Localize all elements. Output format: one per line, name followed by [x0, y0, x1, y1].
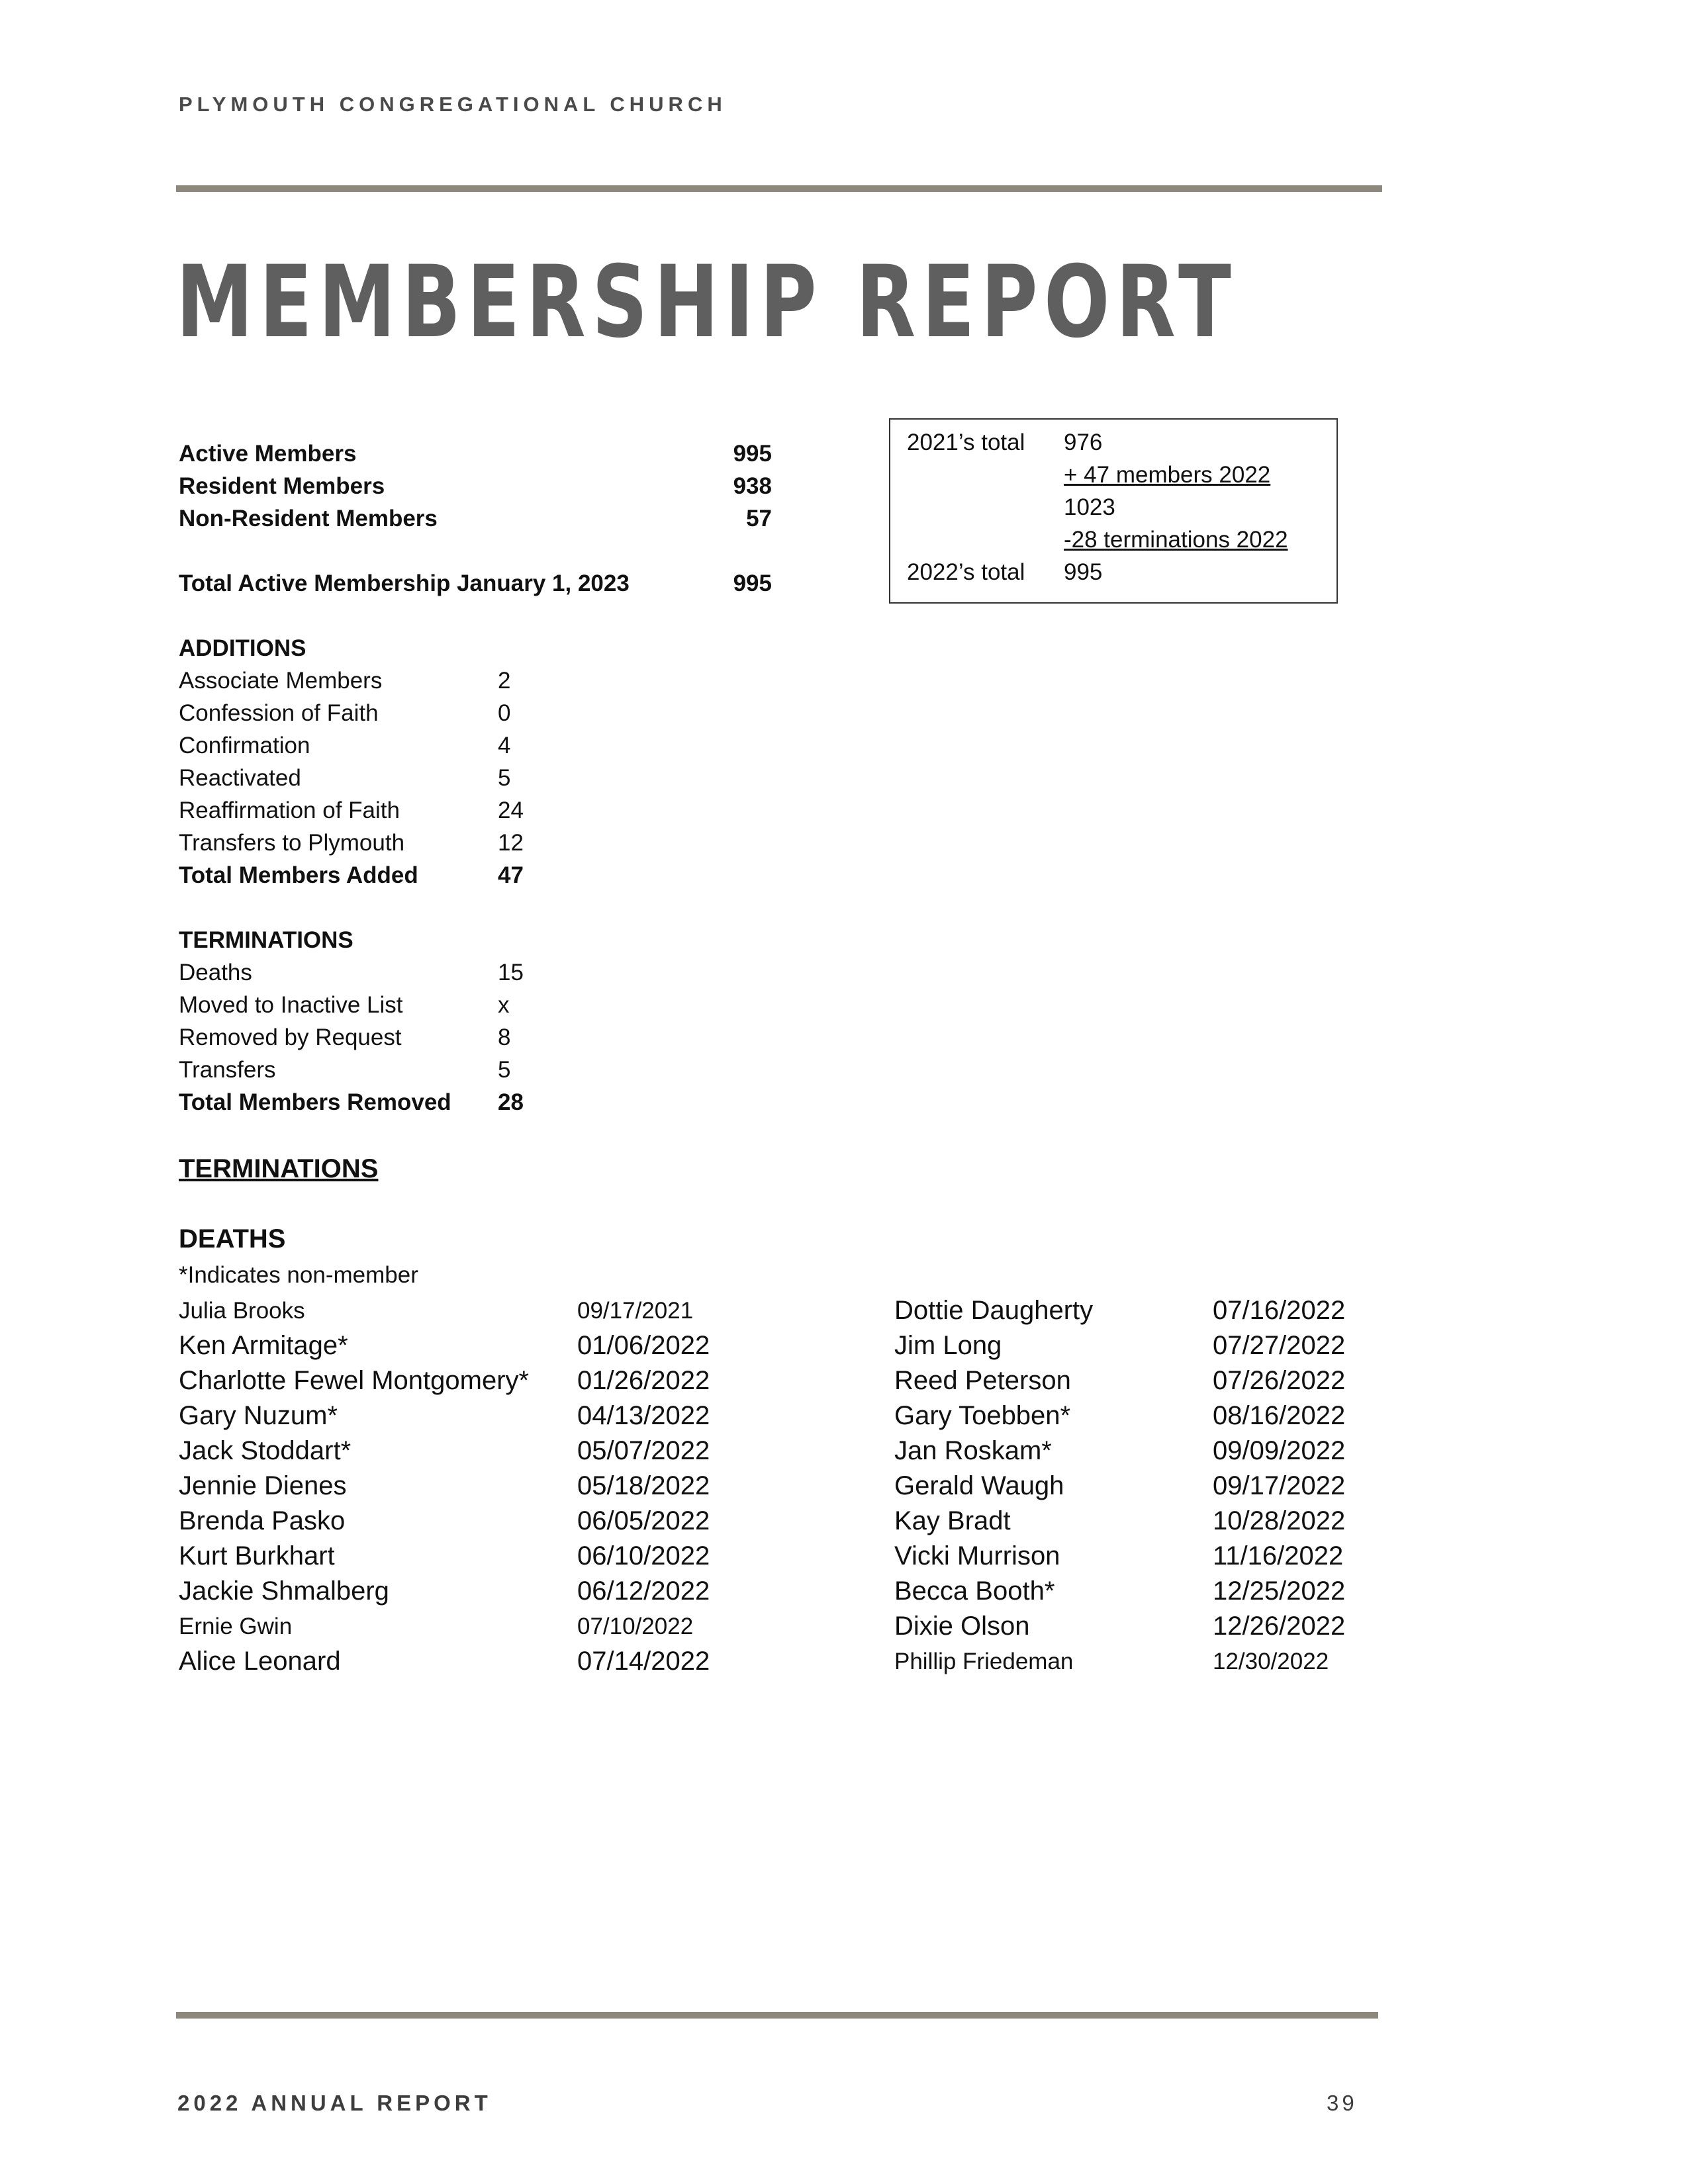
additions-row-value: 24 [498, 797, 524, 823]
death-date: 06/05/2022 [577, 1506, 710, 1535]
death-name: Dottie Daugherty [894, 1296, 1094, 1325]
additions-row-value: 4 [498, 733, 511, 758]
terminations-total-value: 28 [498, 1089, 524, 1115]
additions-heading: ADDITIONS [179, 635, 306, 661]
death-date: 09/17/2021 [577, 1298, 694, 1324]
death-name: Vicki Murrison [894, 1541, 1060, 1570]
page-title: MEMBERSHIP REPORT [176, 245, 1238, 360]
summary-value-total: 995 [733, 570, 772, 596]
summary-label-active: Active Members [179, 441, 357, 467]
additions-row-label: Confirmation [179, 733, 310, 758]
terminations-row-label: Transfers [179, 1057, 276, 1083]
death-name: Dixie Olson [894, 1612, 1030, 1641]
terminations-row-label: Moved to Inactive List [179, 992, 403, 1018]
header-divider [176, 185, 1382, 192]
death-name: Jan Roskam* [894, 1436, 1052, 1465]
summary-value-nonresident: 57 [746, 506, 772, 531]
footer-report-title: 2022 ANNUAL REPORT [177, 2091, 492, 2115]
summary-value-resident: 938 [733, 473, 772, 499]
death-name: Alice Leonard [179, 1647, 341, 1676]
death-date: 10/28/2022 [1213, 1506, 1346, 1535]
death-date: 12/30/2022 [1213, 1649, 1329, 1674]
terminations-row-value: 8 [498, 1024, 511, 1050]
non-member-note: *Indicates non-member [179, 1262, 418, 1288]
summary-label-resident: Resident Members [179, 473, 385, 499]
header-org-name: PLYMOUTH CONGREGATIONAL CHURCH [179, 93, 727, 116]
death-date: 08/16/2022 [1213, 1401, 1346, 1430]
death-name: Ernie Gwin [179, 1614, 293, 1639]
death-name: Jim Long [894, 1331, 1002, 1360]
additions-total-label: Total Members Added [179, 862, 418, 888]
death-name: Kurt Burkhart [179, 1541, 335, 1570]
death-date: 07/14/2022 [577, 1647, 710, 1676]
death-date: 01/26/2022 [577, 1366, 710, 1395]
terminations-row-value: x [498, 992, 510, 1018]
totals-2022-value: 995 [1064, 559, 1103, 585]
death-date: 06/12/2022 [577, 1576, 710, 1606]
terminations-row-label: Removed by Request [179, 1024, 402, 1050]
additions-row-label: Reaffirmation of Faith [179, 797, 400, 823]
death-name: Gary Toebben* [894, 1401, 1071, 1430]
terminations-total-label: Total Members Removed [179, 1089, 451, 1115]
death-name: Gary Nuzum* [179, 1401, 338, 1430]
totals-added: + 47 members 2022 [1064, 462, 1271, 488]
totals-2021-value: 976 [1064, 430, 1103, 455]
additions-row-label: Transfers to Plymouth [179, 830, 405, 856]
footer-divider [176, 2012, 1378, 2019]
death-name: Jackie Shmalberg [179, 1576, 389, 1606]
death-date: 01/06/2022 [577, 1331, 710, 1360]
additions-row-value: 12 [498, 830, 524, 856]
totals-2021-label: 2021’s total [907, 430, 1025, 455]
additions-row-value: 0 [498, 700, 511, 726]
death-name: Reed Peterson [894, 1366, 1071, 1395]
death-name: Brenda Pasko [179, 1506, 346, 1535]
death-name: Becca Booth* [894, 1576, 1055, 1606]
death-name: Ken Armitage* [179, 1331, 348, 1360]
terminations-row-label: Deaths [179, 960, 252, 985]
death-date: 04/13/2022 [577, 1401, 710, 1430]
death-name: Charlotte Fewel Montgomery* [179, 1366, 530, 1395]
terminations-heading: TERMINATIONS [179, 927, 353, 953]
additions-row-label: Confession of Faith [179, 700, 379, 726]
totals-2022-label: 2022’s total [907, 559, 1025, 585]
terminations-section-heading: TERMINATIONS [179, 1154, 379, 1183]
additions-total-value: 47 [498, 862, 524, 888]
death-name: Jack Stoddart* [179, 1436, 352, 1465]
death-date: 05/18/2022 [577, 1471, 710, 1500]
death-name: Gerald Waugh [894, 1471, 1064, 1500]
deaths-heading: DEATHS [179, 1224, 286, 1253]
death-date: 07/27/2022 [1213, 1331, 1346, 1360]
death-date: 12/25/2022 [1213, 1576, 1346, 1606]
death-name: Kay Bradt [894, 1506, 1011, 1535]
additions-row-label: Reactivated [179, 765, 301, 791]
death-date: 06/10/2022 [577, 1541, 710, 1570]
death-name: Phillip Friedeman [894, 1649, 1074, 1674]
death-name: Julia Brooks [179, 1298, 305, 1324]
totals-terminations: -28 terminations 2022 [1064, 527, 1288, 553]
death-date: 11/16/2022 [1213, 1541, 1344, 1570]
death-date: 05/07/2022 [577, 1436, 710, 1465]
summary-label-total: Total Active Membership January 1, 2023 [179, 570, 630, 596]
death-date: 07/26/2022 [1213, 1366, 1346, 1395]
death-name: Jennie Dienes [179, 1471, 347, 1500]
terminations-row-value: 5 [498, 1057, 511, 1083]
totals-subtotal: 1023 [1064, 494, 1115, 520]
death-date: 12/26/2022 [1213, 1612, 1346, 1641]
summary-label-nonresident: Non-Resident Members [179, 506, 438, 531]
additions-row-label: Associate Members [179, 668, 383, 694]
summary-value-active: 995 [733, 441, 772, 467]
death-date: 09/09/2022 [1213, 1436, 1346, 1465]
death-date: 09/17/2022 [1213, 1471, 1346, 1500]
additions-row-value: 2 [498, 668, 511, 694]
death-date: 07/16/2022 [1213, 1296, 1346, 1325]
terminations-row-value: 15 [498, 960, 524, 985]
additions-row-value: 5 [498, 765, 511, 791]
page-number: 39 [1327, 2091, 1358, 2115]
death-date: 07/10/2022 [577, 1614, 694, 1639]
